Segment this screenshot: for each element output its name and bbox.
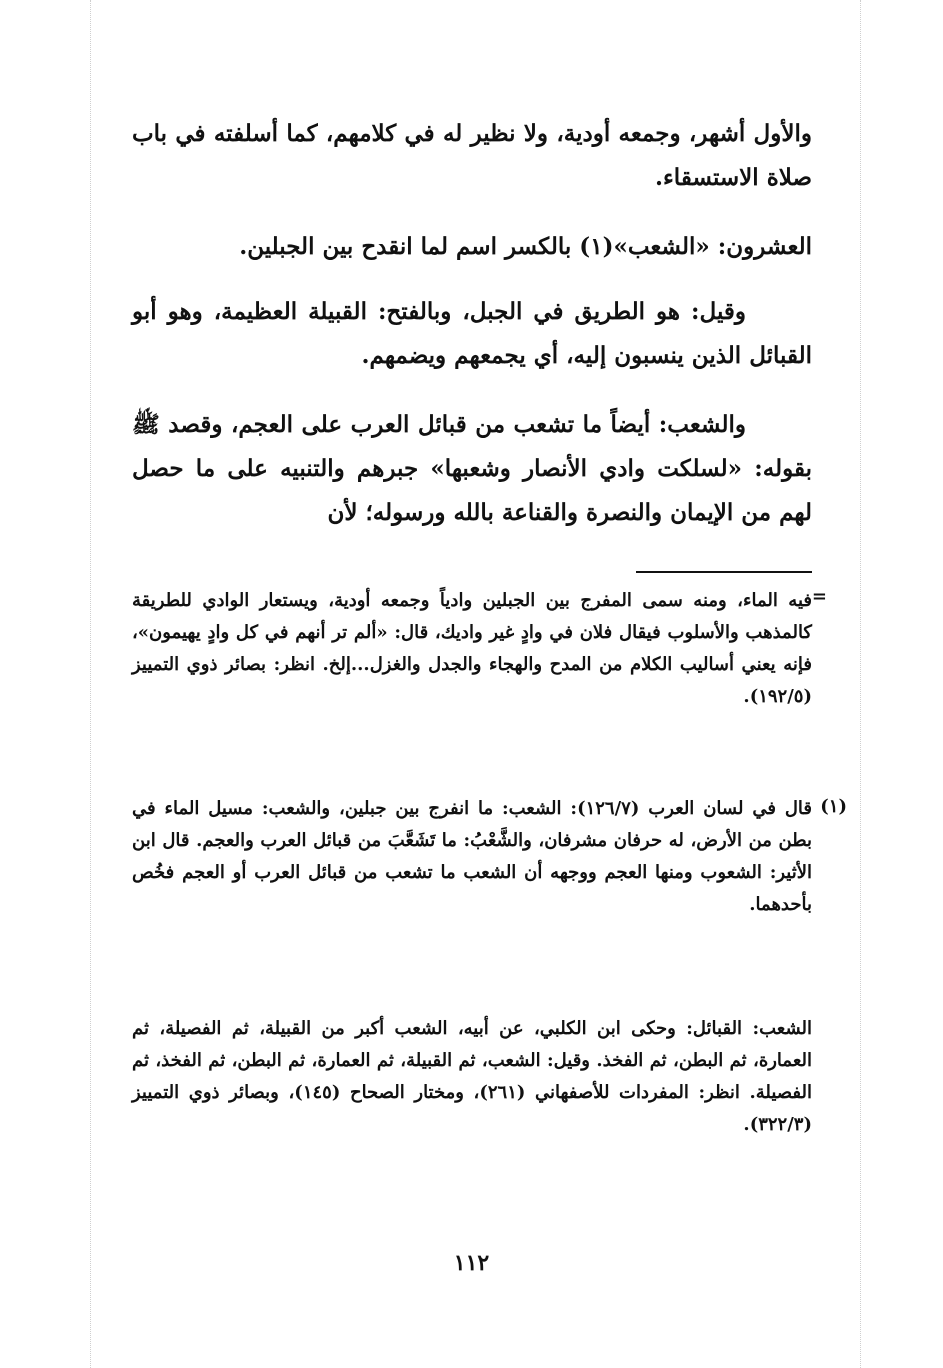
footnote-1-continued-text: الشعب: القبائل: وحكى ابن الكلبي، عن أبيه، الشعب أكبر من القبيلة، ثم الفصيلة، ثم العمارة، ثم البطن، ثم الفخذ. وقيل: الشعب، ثم القبيلة، ثم العمارة، ثم البطن، ثم الفخذ، ثم الفصيلة. انظر: المفردات للأصفهاني (٢٦١)، ومختار الصحاح (١٤٥)، وبصائر ذوي التمييز (٣٢٢/٣). xyxy=(132,1018,812,1135)
paragraph-4-text: والشعب: أيضاً ما تشعب من قبائل العرب على العجم، وقصد ﷺ بقوله: «لسلكت وادي الأنصار وشعبها» جبرهم والتنبيه على ما حصل لهم من الإيمان والنصرة والقناعة بالله ورسوله؛ لأن xyxy=(132,411,812,526)
footnote-1-text: قال في لسان العرب (١٢٦/٧): الشعب: ما انفرج بين جبلين، والشعب: مسيل الماء في بطن من الأرض، له حرفان مشرفان، والشَّعْبُ: ما تَشَعَّبَ من قبائل العرب والعجم. قال ابن الأثير: الشعوب ومنها العجم ووجهه أن الشعب ما تشعب من قبائل العرب أو العجم فخُص بأحدهما. xyxy=(132,798,812,915)
footnote-1-continued xyxy=(132,1013,812,1141)
footnote-1 xyxy=(132,793,812,921)
footnote-continuation-text: فيه الماء، ومنه سمى المفرج بين الجبلين وادياً وجمعه أودية، ويستعار الوادي للطريقة كالمذهب والأسلوب فيقال فلان في وادٍ غير واديك، قال: «ألم تر أنهم في كل وادٍ يهيمون»، فإنه يعني أساليب الكلام من المدح والهجاء والجدل والغزل...إلخ. انظر: بصائر ذوي التمييز (١٩٢/٥). xyxy=(132,590,812,707)
paragraph-1-text: والأول أشهر، وجمعه أودية، ولا نظير له في كلامهم، كما أسلفته في باب صلاة الاستسقاء. xyxy=(132,120,812,191)
footnote-1-marker: (١) xyxy=(820,796,847,817)
footnote-continuation xyxy=(132,585,812,713)
paragraph-4 xyxy=(132,403,812,535)
paragraph-1 xyxy=(132,112,812,200)
footnote-separator xyxy=(636,571,812,573)
footnote-continuation-marker: = xyxy=(811,586,827,607)
paragraph-2-text: العشرون: «الشعب»(١) بالكسر اسم لما انقدح بين الجبلين. xyxy=(239,233,812,260)
scan-guide-right xyxy=(860,0,861,1368)
paragraph-3-text: وقيل: هو الطريق في الجبل، وبالفتح: القبيلة العظيمة، وهو أبو القبائل الذين ينسبون إليه، أي يجمعهم ويضمهم. xyxy=(132,298,812,369)
scan-guide-left xyxy=(90,0,91,1368)
paragraph-3 xyxy=(132,290,812,378)
page-number: ١١٢ xyxy=(453,1250,490,1276)
paragraph-2 xyxy=(132,225,812,269)
